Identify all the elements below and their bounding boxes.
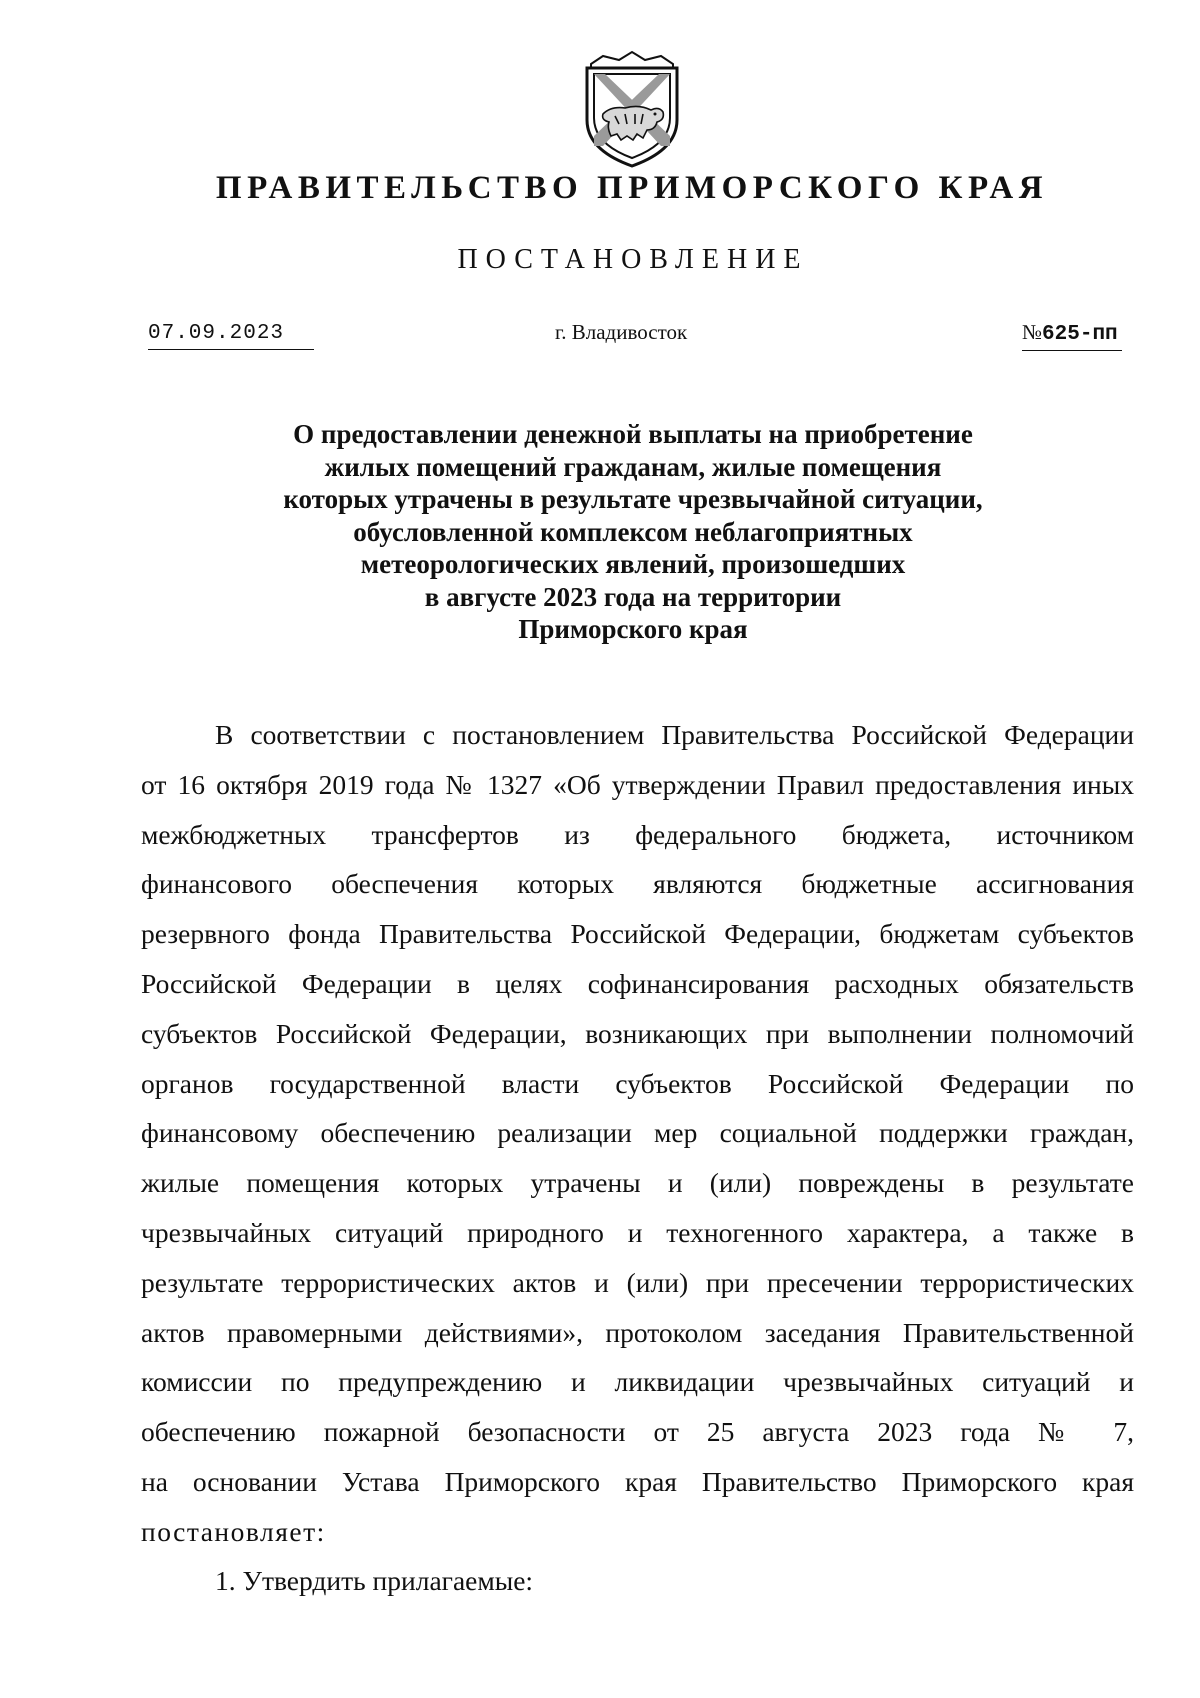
body-line: комиссии по предупреждению и ликвидации чрезвычайных ситуаций и <box>141 1366 1134 1398</box>
subject-line: которых утрачены в результате чрезвычайной ситуации, <box>283 484 983 514</box>
document-type: ПОСТАНОВЛЕНИЕ <box>457 244 809 275</box>
subject-line: метеорологических явлений, произошедших <box>360 549 906 579</box>
body-line: финансового обеспечения которых являются бюджетные ассигнования <box>141 868 1134 900</box>
subject-line: О предоставлении денежной выплаты на приобретение <box>293 419 973 449</box>
subject-line: Приморского края <box>518 614 748 644</box>
body-line: финансовому обеспечению реализации мер социальной поддержки граждан, <box>141 1117 1134 1149</box>
body-line: результате террористических актов и (или) при пресечении террористических <box>141 1266 1134 1298</box>
document-date: 07.09.2023 <box>148 320 314 350</box>
number-sign: № <box>1022 320 1043 344</box>
body-line: межбюджетных трансфертов из федерального бюджета, источником <box>141 818 1134 850</box>
body-line: обеспечению пожарной безопасности от 25 августа 2023 года № 7, <box>141 1416 1134 1448</box>
subject-line: жилых помещений гражданам, жилые помещения <box>324 451 942 482</box>
document-subject <box>200 418 1066 646</box>
body-paragraph <box>141 710 1134 1557</box>
body-line: чрезвычайных ситуаций природного и техногенного характера, а также в <box>141 1216 1134 1248</box>
number-value: 625-пп <box>1042 323 1118 346</box>
body-line: резервного фонда Правительства Российской Федерации, бюджетам субъектов <box>141 918 1134 950</box>
body-line: на основании Устава Приморского края Правительство Приморского края <box>141 1465 1134 1497</box>
body-line: субъектов Российской Федерации, возникающих при выполнении полномочий <box>141 1017 1134 1049</box>
subject-line: обусловленной комплексом неблагоприятных <box>353 516 913 547</box>
body-line-resolves: постановляет: <box>141 1515 326 1547</box>
body-line: жилые помещения которых утрачены и (или) повреждены в результате <box>141 1167 1134 1199</box>
organization-title: ПРАВИТЕЛЬСТВО ПРИМОРСКОГО КРАЯ <box>215 170 1049 206</box>
body-line: от 16 октября 2019 года № 1327 «Об утверждении Правил предоставления иных <box>141 768 1134 800</box>
resolution-item: 1. Утвердить прилагаемые: <box>215 1565 534 1596</box>
body-line: органов государственной власти субъектов Российской Федерации по <box>141 1067 1134 1099</box>
body-line: актов правомерными действиями», протоколом заседания Правительственной <box>141 1316 1134 1348</box>
body-line: Российской Федерации в целях софинансирования расходных обязательств <box>141 967 1134 999</box>
coat-of-arms-emblem <box>581 50 683 168</box>
subject-line: в августе 2023 года на территории <box>424 581 842 612</box>
document-number <box>1022 318 1122 351</box>
body-line: В соответствии с постановлением Правительства Российской Федерации <box>215 719 1134 750</box>
document-city: г. Владивосток <box>555 320 688 344</box>
